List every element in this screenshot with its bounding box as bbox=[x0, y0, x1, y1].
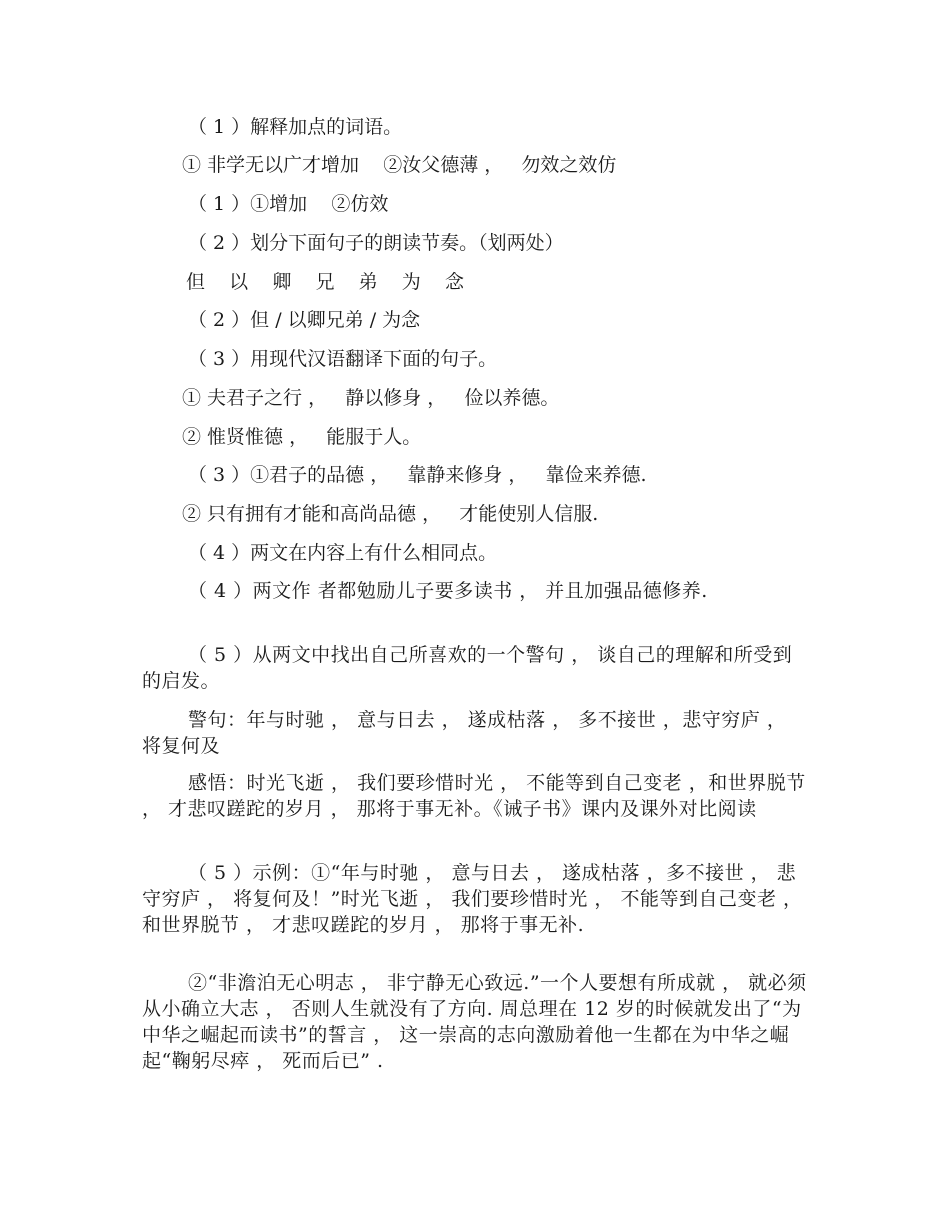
question-2: （ 2 ）划分下面句子的朗读节奏。（划两处） bbox=[188, 232, 564, 254]
answer-2: （ 2 ）但 / 以卿兄弟 / 为念 bbox=[188, 309, 421, 331]
question-4: （ 4 ）两文在内容上有什么相同点。 bbox=[188, 542, 498, 564]
maxim: 警句：年与时驰 ， 意与日去 ， 遂成枯落 ， 多不接世 ，悲守穷庐 ， 将复何及 bbox=[142, 709, 787, 757]
question-3: （ 3 ）用现代汉语翻译下面的句子。 bbox=[188, 348, 498, 370]
answer-1: （ 1 ）①增加 ②仿效 bbox=[188, 193, 389, 215]
reflection: 感悟：时光飞逝 ， 我们要珍惜时光 ， 不能等到自己变老 ，和世界脱节 ， 才悲叹蹉跎的岁月 ， 那将于事无补。《诫子书》课内及课外对比阅读 bbox=[142, 772, 806, 820]
question-2-sentence: 但 以 卿 兄 弟 为 念 bbox=[186, 271, 464, 293]
question-3-item-2: ② 惟贤惟德 ， 能服于人。 bbox=[182, 426, 422, 448]
question-5: （ 5 ）从两文中找出自己所喜欢的一个警句 ， 谈自己的理解和所受到的启发。 bbox=[142, 644, 793, 692]
answer-3-1: （ 3 ）①君子的品德 ， 靠静来修身 ， 靠俭来养德. bbox=[188, 464, 647, 486]
question-1-items: ① 非学无以广才增加 ②汝父德薄 ， 勿效之效仿 bbox=[182, 154, 617, 176]
answer-4: （ 4 ）两文作 者都勉励儿子要多读书 ， 并且加强品德修养. bbox=[188, 580, 708, 602]
answer-5-example-2: ②“非澹泊无心明志 ， 非宁静无心致远.”一个人要想有所成就 ， 就必须从小确立大志 ， 否则人生就没有了方向. 周总理在 12 岁的时候就发出了“为中华之崛起而读书”的誓言 ， 这一崇高的志向激励着他一生都在为中华之崛起“鞠躬尽瘁 ， 死而后已” . bbox=[142, 972, 807, 1072]
question-3-item-1: ① 夫君子之行 ， 静以修身 ， 俭以养德。 bbox=[182, 387, 560, 409]
question-1: （ 1 ）解释加点的词语。 bbox=[188, 116, 403, 138]
answer-5-example-1: （ 5 ）示例：①“年与时驰 ， 意与日去 ， 遂成枯落 ，多不接世 ， 悲守穷庐 ， 将复何及！”时光飞逝 ， 我们要珍惜时光 ， 不能等到自己变老 ， 和世界脱节 ， 才悲叹蹉跎的岁月 ， 那将于事无补. bbox=[142, 862, 803, 936]
answer-3-2: ② 只有拥有才能和高尚品德 ， 才能使别人信服. bbox=[182, 503, 599, 525]
